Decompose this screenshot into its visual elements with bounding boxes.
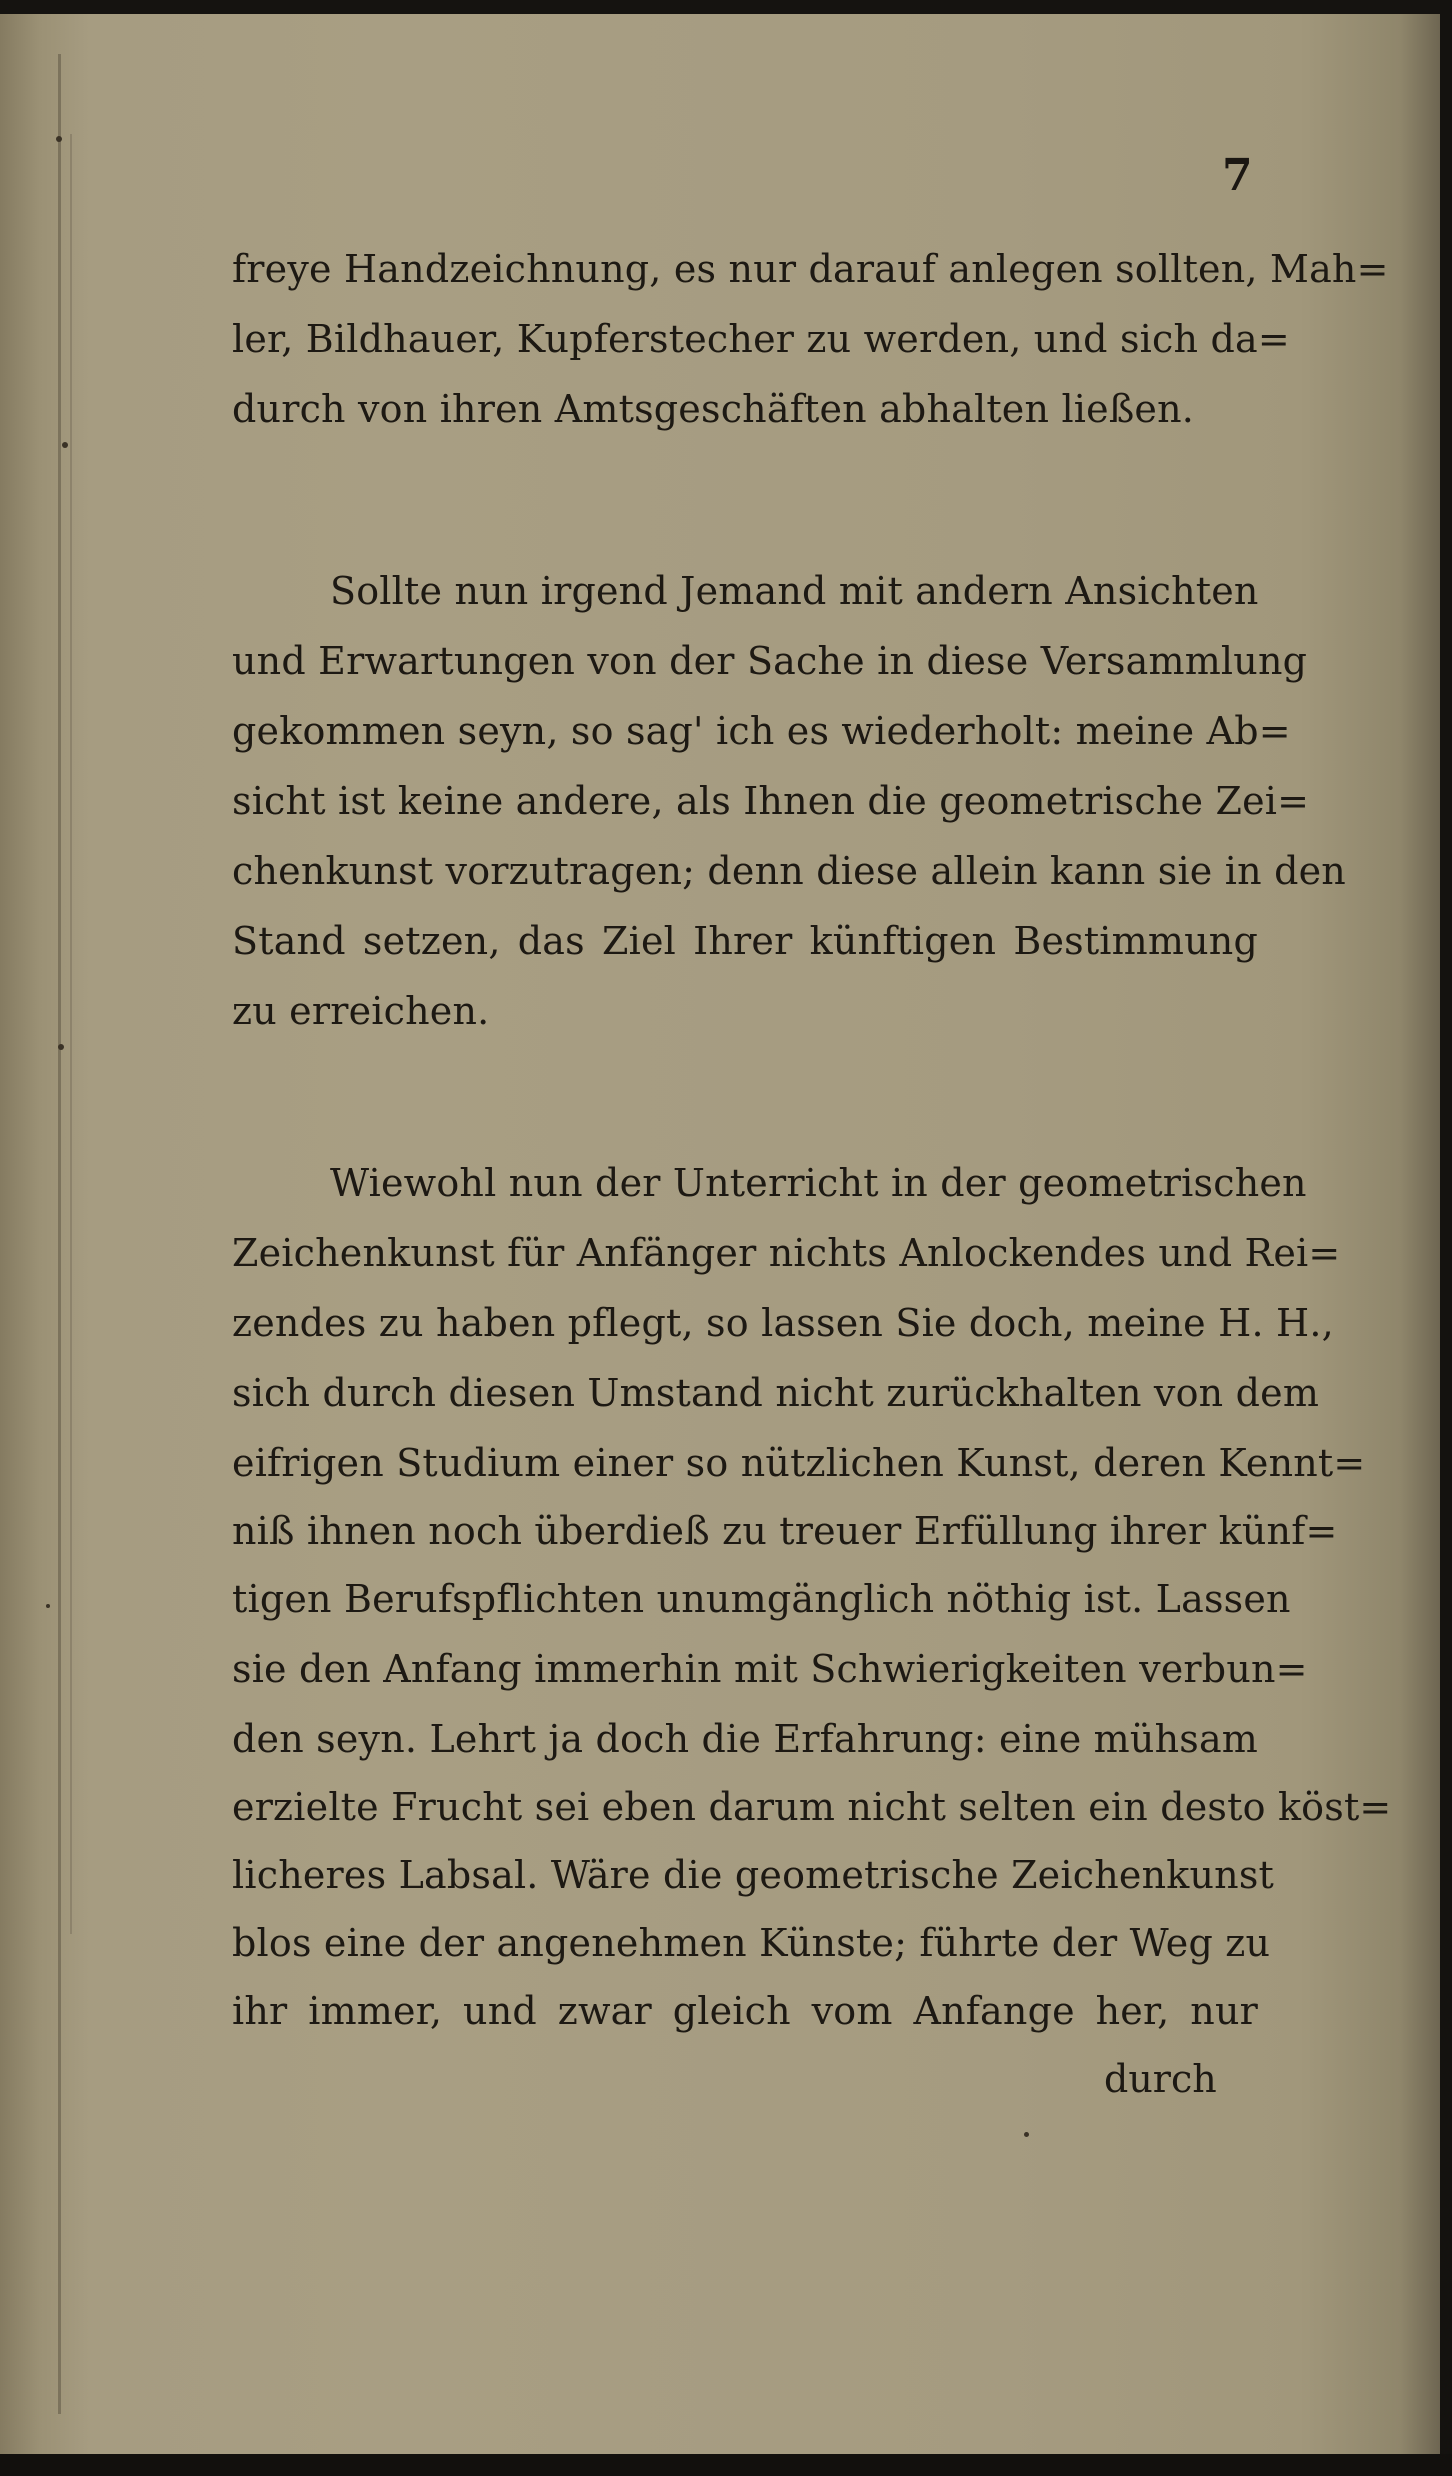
text-line: erzielte Frucht sei eben darum nicht selten ein desto köst=: [232, 1785, 1392, 1829]
text-line: sicht ist keine andere, als Ihnen die geometrische Zei=: [232, 779, 1310, 823]
text-line: sich durch diesen Umstand nicht zurückhalten von dem: [232, 1371, 1320, 1415]
page-speck: [1024, 2132, 1029, 2137]
page-speck: [62, 442, 68, 448]
text-line: zendes zu haben pflegt, so lassen Sie doch, meine H. H.,: [232, 1301, 1334, 1345]
text-line: gekommen seyn, so sag' ich es wiederholt: meine Ab=: [232, 709, 1291, 753]
page-gutter-shadow: [58, 54, 61, 2414]
text-line: durch von ihren Amtsgeschäften abhalten ließen.: [232, 387, 1195, 431]
text-line: chenkunst vorzutragen; denn diese allein kann sie in den: [232, 849, 1346, 893]
page-gutter-shadow-inner: [70, 134, 72, 1934]
text-line: tigen Berufspflichten unumgänglich nöthig ist. Lassen: [232, 1577, 1291, 1621]
text-line: blos eine der angenehmen Künste; führte der Weg zu: [232, 1921, 1271, 1965]
page-number: 7: [1222, 150, 1253, 201]
scan-right-edge: [1440, 0, 1452, 2476]
scan-bottom-edge: [0, 2454, 1452, 2476]
text-line: eifrigen Studium einer so nützlichen Kunst, deren Kennt=: [232, 1441, 1366, 1485]
text-line: licheres Labsal. Wäre die geometrische Zeichenkunst: [232, 1853, 1274, 1897]
text-line: und Erwartungen von der Sache in diese Versammlung: [232, 639, 1308, 683]
text-line: niß ihnen noch überdieß zu treuer Erfüllung ihrer künf=: [232, 1509, 1338, 1553]
text-line: ihr immer, und zwar gleich vom Anfange her, nur: [232, 1989, 1258, 2033]
text-line: freye Handzeichnung, es nur darauf anlegen sollten, Mah=: [232, 247, 1389, 291]
page-speck: [46, 1604, 50, 1608]
text-line: Sollte nun irgend Jemand mit andern Ansichten: [330, 569, 1259, 613]
text-line: zu erreichen.: [232, 989, 490, 1033]
page-speck: [56, 136, 62, 142]
text-line: Stand setzen, das Ziel Ihrer künftigen Bestimmung: [232, 919, 1258, 963]
text-line: den seyn. Lehrt ja doch die Erfahrung: eine mühsam: [232, 1717, 1259, 1761]
catchword: durch: [1104, 2057, 1217, 2101]
text-line: Zeichenkunst für Anfänger nichts Anlockendes und Rei=: [232, 1231, 1341, 1275]
page-speck: [58, 1044, 64, 1050]
text-line: Wiewohl nun der Unterricht in der geometrischen: [330, 1161, 1307, 1205]
text-line: sie den Anfang immerhin mit Schwierigkeiten verbun=: [232, 1647, 1308, 1691]
text-line: ler, Bildhauer, Kupferstecher zu werden, und sich da=: [232, 317, 1290, 361]
